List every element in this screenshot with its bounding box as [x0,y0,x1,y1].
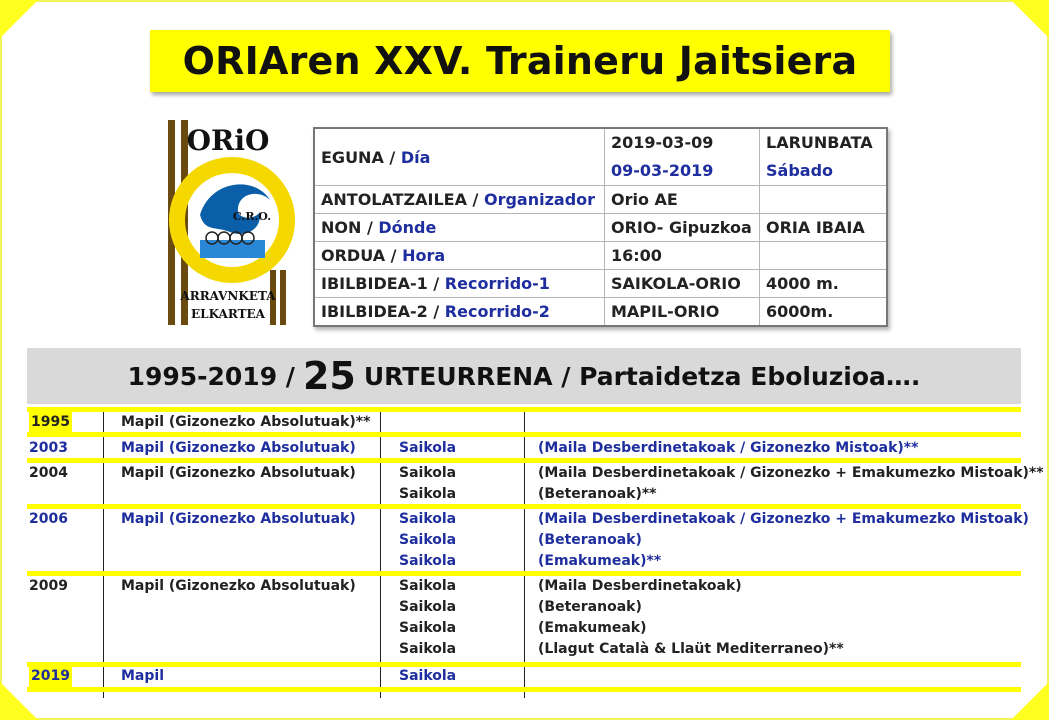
column-divider [380,407,381,698]
route1-label [314,270,605,298]
info-row-route1 [314,270,887,298]
info-row-organizer [314,186,887,214]
history-saikola-line: Saikola [399,553,457,569]
history-category-line: (Maila Desberdinetakoak / Gizonezko + Emakumezko Mistoak) [538,511,1029,527]
place-label [314,214,605,242]
logo-text-arraunketa: ARRAVNKETA [180,289,276,303]
history-saikola-line: Saikola [399,578,457,594]
route1-distance: 4000 m. [760,270,888,298]
history-saikola-line: Saikola [399,668,457,684]
history-saikola-line: Saikola [399,532,457,548]
history-mapil-line: Mapil (Gizonezko Absolutuak)** [121,414,371,430]
history-category-line: (Beteranoak) [538,532,642,548]
weekday-cell [760,128,888,186]
history-mapil [121,412,370,433]
logo-text-elkartea: ELKARTEA [191,307,265,321]
logo-text-cro: C.R.O. [232,210,272,223]
anniversary-heading [27,348,1021,404]
history-category [538,509,1029,572]
route1-label-eu: IBILBIDEA-1 / [321,274,445,293]
route2-distance: 6000m. [760,298,888,327]
history-mapil-line: Mapil [121,668,164,684]
history-year-line: 2009 [29,578,68,594]
heading-number: 25 [302,354,356,398]
history-category-line: (Beteranoak)** [538,486,657,502]
history-saikola-line: Saikola [399,620,457,636]
history-saikola-line: Saikola [399,465,457,481]
organizer-value: Orio AE [605,186,760,214]
history-mapil [121,509,356,530]
logo-text-orio: ORiO [186,124,270,157]
date-cell [605,128,760,186]
time-label-eu: ORDUA / [321,246,403,265]
history-category-line: (Maila Desberdinetakoak) [538,578,742,594]
eguna-label [314,128,605,186]
history-year [29,463,68,484]
empty-cell [760,242,888,270]
history-saikola [399,438,456,459]
history-saikola [399,463,456,505]
history-category-line: (Emakumeak) [538,620,647,636]
history-mapil-line: Mapil (Gizonezko Absolutuak) [121,578,356,594]
history-mapil-line: Mapil (Gizonezko Absolutuak) [121,511,356,527]
time-label-es: Hora [402,246,446,265]
place-detail: ORIA IBAIA [760,214,888,242]
organizer-label-es: Organizador [483,190,596,209]
route1-value: SAIKOLA-ORIO [605,270,760,298]
history-mapil [121,438,356,459]
history-year [29,509,68,530]
history-mapil [121,576,356,597]
info-row-route2 [314,298,887,327]
weekday-es: Sábado [766,161,834,180]
history-saikola-line: Saikola [399,641,457,657]
eguna-label-eu: EGUNA / [321,147,401,167]
history-category-line: (Maila Desberdinetakoak / Gizonezko Mistoak)** [538,440,919,456]
column-divider [103,407,104,698]
route2-label [314,298,605,327]
history-category-line: (Emakumeak)** [538,553,662,569]
route2-label-eu: IBILBIDEA-2 / [321,302,445,321]
history-category-line: (Maila Desberdinetakoak / Gizonezko + Emakumezko Mistoak)** [538,465,1044,481]
empty-cell [760,186,888,214]
heading-years: 1995-2019 / [127,361,295,391]
history-category-line: (Llagut Català & Llaüt Mediterraneo)** [538,641,844,657]
column-divider [524,407,525,698]
history-mapil-line: Mapil (Gizonezko Absolutuak) [121,465,356,481]
time-value: 16:00 [605,242,760,270]
history-year-line: 2003 [29,440,68,456]
info-row-ordua [314,242,887,270]
history-category [538,576,844,660]
route2-label-es: Recorrido-2 [444,302,550,321]
time-label [314,242,605,270]
history-saikola [399,509,456,572]
organizer-label [314,186,605,214]
date-eu: 2019-03-09 [611,133,714,152]
place-label-es: Dónde [378,218,437,237]
weekday-eu: LARUNBATA [766,133,873,152]
history-mapil [121,463,356,484]
history-category [538,463,1044,505]
route1-label-es: Recorrido-1 [444,274,550,293]
history-year [29,666,72,687]
history-saikola [399,576,456,660]
history-year [29,412,72,433]
history-year-line: 2019 [29,666,72,687]
club-logo [160,120,295,330]
history-saikola [399,666,456,687]
banner-title: ORIAren XXV. Traineru Jaitsiera [182,39,858,83]
history-category [538,438,918,459]
history-saikola-line: Saikola [399,486,457,502]
history-year-line: 2004 [29,465,68,481]
history-mapil-line: Mapil (Gizonezko Absolutuak) [121,440,356,456]
place-value: ORIO- Gipuzkoa [605,214,760,242]
history-year [29,576,68,597]
event-info-table [313,127,888,327]
history-year-line: 1995 [29,412,72,433]
title-banner [150,30,890,92]
history-category-line: (Beteranoak) [538,599,642,615]
organizer-label-eu: ANTOLATZAILEA / [321,190,484,209]
info-row-eguna [314,128,887,186]
eguna-label-es: Día [400,147,431,167]
history-year-line: 2006 [29,511,68,527]
row-separator [27,687,1021,692]
info-row-non [314,214,887,242]
route2-value: MAPIL-ORIO [605,298,760,327]
history-saikola-line: Saikola [399,599,457,615]
date-es: 09-03-2019 [611,161,714,180]
row-separator [27,662,1021,667]
history-year [29,438,68,459]
heading-text: URTEURRENA / Partaidetza Eboluzioa…. [363,361,921,391]
history-saikola-line: Saikola [399,511,457,527]
history-saikola-line: Saikola [399,440,457,456]
history-mapil [121,666,164,687]
place-label-eu: NON / [321,218,379,237]
